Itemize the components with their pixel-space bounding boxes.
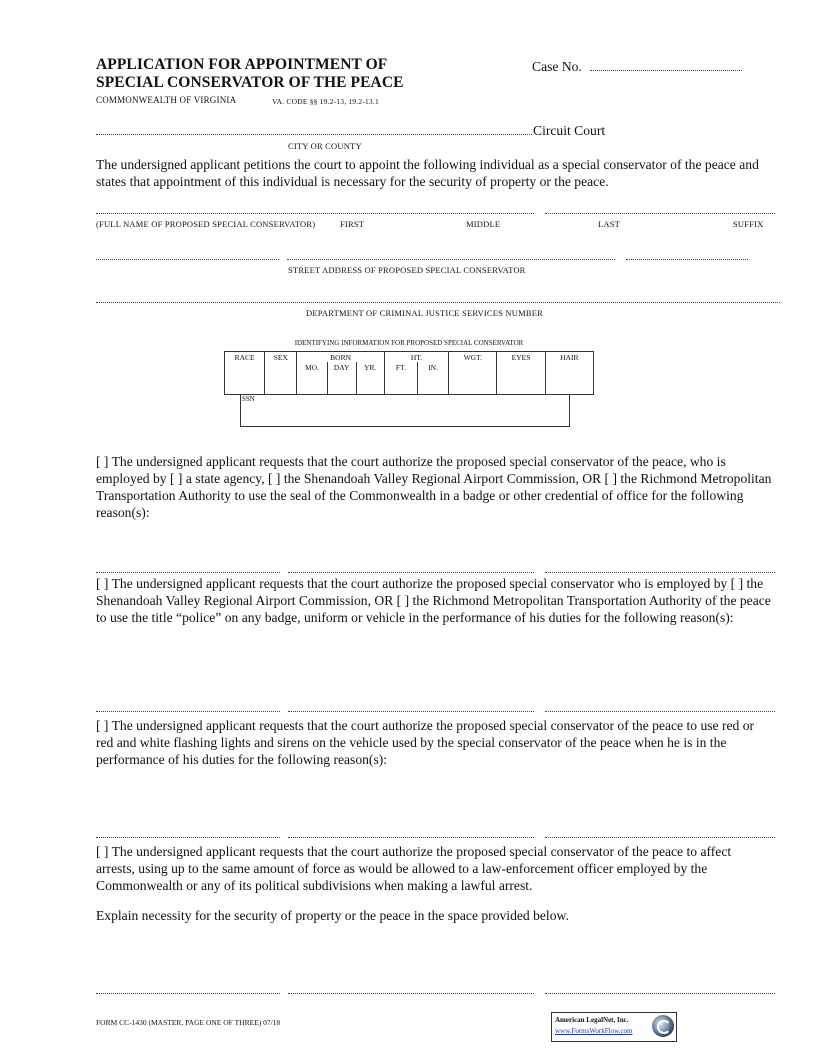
born-header: BORN — [297, 352, 384, 363]
first-name-label: FIRST — [340, 219, 365, 229]
explain-field-3[interactable] — [545, 993, 775, 994]
wgt-label: WGT. — [463, 353, 482, 362]
last-name-label: LAST — [598, 219, 621, 229]
explain-text: Explain necessity for the security of property or the peace in the space provided below. — [96, 908, 569, 923]
full-name-field-last[interactable] — [545, 213, 775, 214]
lights-reason-field-3[interactable] — [545, 837, 775, 838]
jurisdiction-label: COMMONWEALTH OF VIRGINIA — [96, 95, 237, 105]
police-reason-field-1[interactable] — [96, 711, 280, 712]
address-field-city[interactable] — [287, 259, 615, 260]
seal-reason-field-3[interactable] — [545, 572, 775, 573]
lights-reason-field-1[interactable] — [96, 837, 280, 838]
hair-cell[interactable] — [545, 352, 593, 395]
form-title — [96, 56, 404, 92]
identifying-table — [224, 351, 594, 395]
full-name-label: (FULL NAME OF PROPOSED SPECIAL CONSERVATOR) — [96, 219, 316, 229]
born-day-cell[interactable]: DAY — [327, 362, 356, 395]
sex-label: SEX — [273, 353, 288, 362]
lights-reason-field-2[interactable] — [288, 837, 534, 838]
form-id: FORM CC-1430 (MASTER, PAGE ONE OF THREE) 07/18 — [96, 1018, 281, 1027]
eyes-label: EYES — [511, 353, 531, 362]
city-county-field[interactable] — [96, 134, 532, 135]
explain-field-2[interactable] — [288, 993, 534, 994]
explain-field-1[interactable] — [96, 993, 280, 994]
case-no-label: Case No. — [532, 59, 582, 74]
ssn-box[interactable] — [240, 394, 570, 427]
form-title-line1: APPLICATION FOR APPOINTMENT OF — [96, 56, 388, 73]
police-reason-field-2[interactable] — [288, 711, 534, 712]
address-field-zip[interactable] — [626, 259, 748, 260]
born-mo-cell[interactable]: MO. — [297, 362, 327, 395]
publisher-url[interactable]: www.FormsWorkFlow.com — [555, 1027, 633, 1035]
ht-ft-cell[interactable]: FT. — [384, 362, 417, 395]
police-reason-field-3[interactable] — [545, 711, 775, 712]
eyes-cell[interactable] — [497, 352, 545, 395]
suffix-label: SUFFIX — [733, 219, 764, 229]
hair-label: HAIR — [560, 353, 579, 362]
seal-reason-field-2[interactable] — [288, 572, 534, 573]
ssn-label: SSN — [242, 395, 255, 403]
full-name-field[interactable] — [96, 213, 534, 214]
middle-name-label: MIDDLE — [466, 219, 501, 229]
request-arrests-text: [ ] The undersigned applicant requests that the court authorize the proposed special conservator of the peace to affect arrests, using up to the same amount of force as would be allowed to a law-enforcement officer employed by the Commonwealth or any of its political subdivisions when making a lawful arrest. — [96, 844, 732, 893]
wgt-cell[interactable] — [449, 352, 497, 395]
publisher-logo[interactable] — [551, 1012, 677, 1042]
seal-reason-field-1[interactable] — [96, 572, 280, 573]
form-title-line2: SPECIAL CONSERVATOR OF THE PEACE — [96, 74, 404, 91]
ht-in-cell[interactable]: IN. — [418, 362, 449, 395]
circuit-court-label: Circuit Court — [533, 123, 606, 138]
va-code-label: VA. CODE §§ 19.2-13, 19.2-13.1 — [272, 97, 379, 106]
publisher-name: American LegalNet, Inc. — [555, 1016, 629, 1024]
race-label: RACE — [234, 353, 255, 362]
intro-paragraph: The undersigned applicant petitions the court to appoint the following individual as a special conservator of the peace and states that appointment of this individual is necessary for the security of property or the peace. — [96, 157, 759, 189]
city-county-label: CITY OR COUNTY — [288, 141, 362, 151]
dcjs-number-label: DEPARTMENT OF CRIMINAL JUSTICE SERVICES NUMBER — [306, 308, 543, 318]
request-lights-text: [ ] The undersigned applicant requests that the court authorize the proposed special conservator of the peace to use red or red and white flashing lights and sirens on the vehicle used by the special conservator of the peace when he is in the performance of his duties for the following reason(s): — [96, 718, 755, 767]
address-field-street[interactable] — [96, 259, 279, 260]
born-yr-cell[interactable]: YR. — [356, 362, 384, 395]
sex-cell[interactable] — [265, 352, 297, 395]
globe-icon — [652, 1015, 674, 1037]
race-cell[interactable] — [225, 352, 265, 395]
ht-header: HT. — [384, 352, 448, 363]
request-police-text: [ ] The undersigned applicant requests that the court authorize the proposed special conservator who is employed by [ ] the Shenandoah Valley Regional Airport Commission, OR [ ] the Richmond Metropolitan Transportation Authority of the peace to use the title “police” on any badge, uniform or vehicle in the performance of his duties for the following reason(s): — [96, 576, 771, 625]
address-label: STREET ADDRESS OF PROPOSED SPECIAL CONSERVATOR — [288, 265, 526, 275]
request-seal-text: [ ] The undersigned applicant requests that the court authorize the proposed special conservator of the peace, who is employed by [ ] a state agency, [ ] the Shenandoah Valley Regional Airport Commission, OR [ ] the Richmond Metropolitan Transportation Authority to use the seal of the Commonwealth in a badge or other credential of office for the following reason(s): — [96, 454, 772, 520]
case-no-field[interactable] — [590, 70, 742, 71]
identifying-heading: IDENTIFYING INFORMATION FOR PROPOSED SPECIAL CONSERVATOR — [294, 339, 524, 347]
dcjs-number-field[interactable] — [96, 302, 780, 303]
